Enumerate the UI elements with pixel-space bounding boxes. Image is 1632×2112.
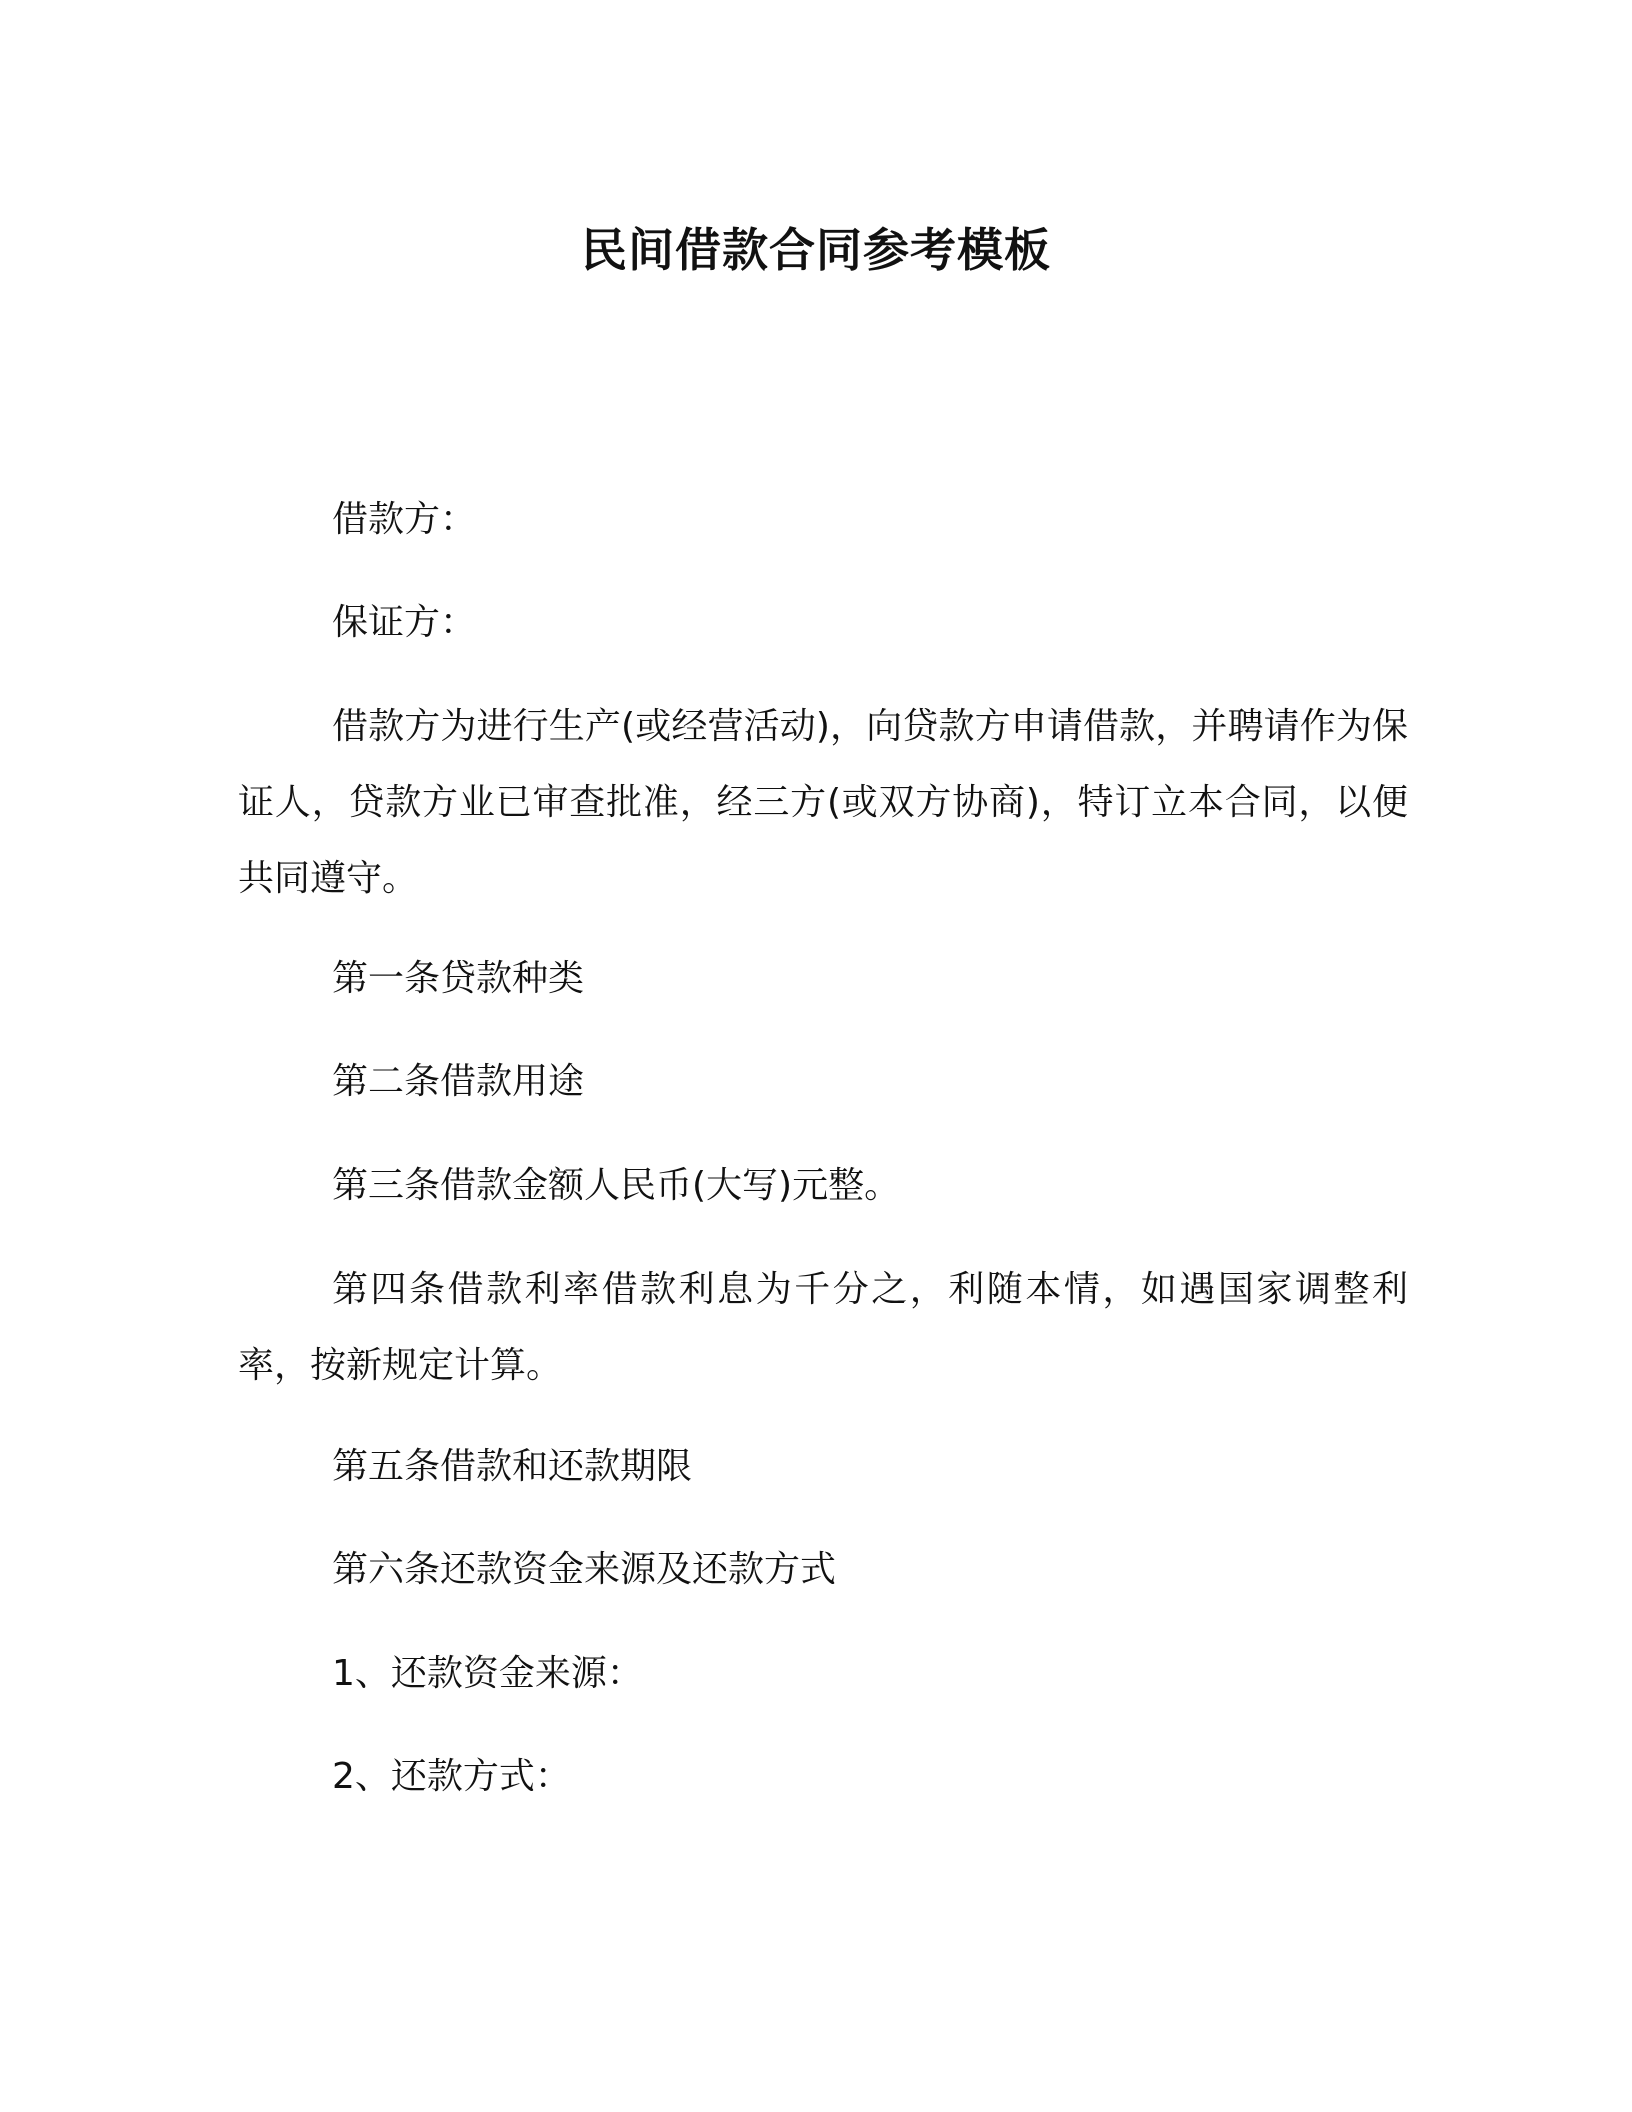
document-title: 民间借款合同参考模板 xyxy=(581,223,1051,277)
article-6-item-1: 1、还款资金来源： xyxy=(332,1653,643,1694)
article-4: 第四条借款利率借款利息为千分之，利随本情，如遇国家调整利率，按新规定计算。 xyxy=(238,1269,1408,1386)
article-3: 第三条借款金额人民币(大写)元整。 xyxy=(332,1165,901,1206)
article-1: 第一条贷款种类 xyxy=(332,958,585,999)
article-5: 第五条借款和还款期限 xyxy=(332,1446,693,1487)
article-2: 第二条借款用途 xyxy=(332,1061,585,1102)
article-6-item-2: 2、还款方式： xyxy=(332,1756,571,1797)
preamble-paragraph: 借款方为进行生产(或经营活动)，向贷款方申请借款，并聘请作为保证人，贷款方业已审查批准，经三方(或双方协商)，特订立本合同，以便共同遵守。 xyxy=(238,706,1408,899)
borrower-label: 借款方： xyxy=(332,499,477,540)
guarantor-label: 保证方： xyxy=(332,602,477,643)
article-6: 第六条还款资金来源及还款方式 xyxy=(332,1549,837,1590)
